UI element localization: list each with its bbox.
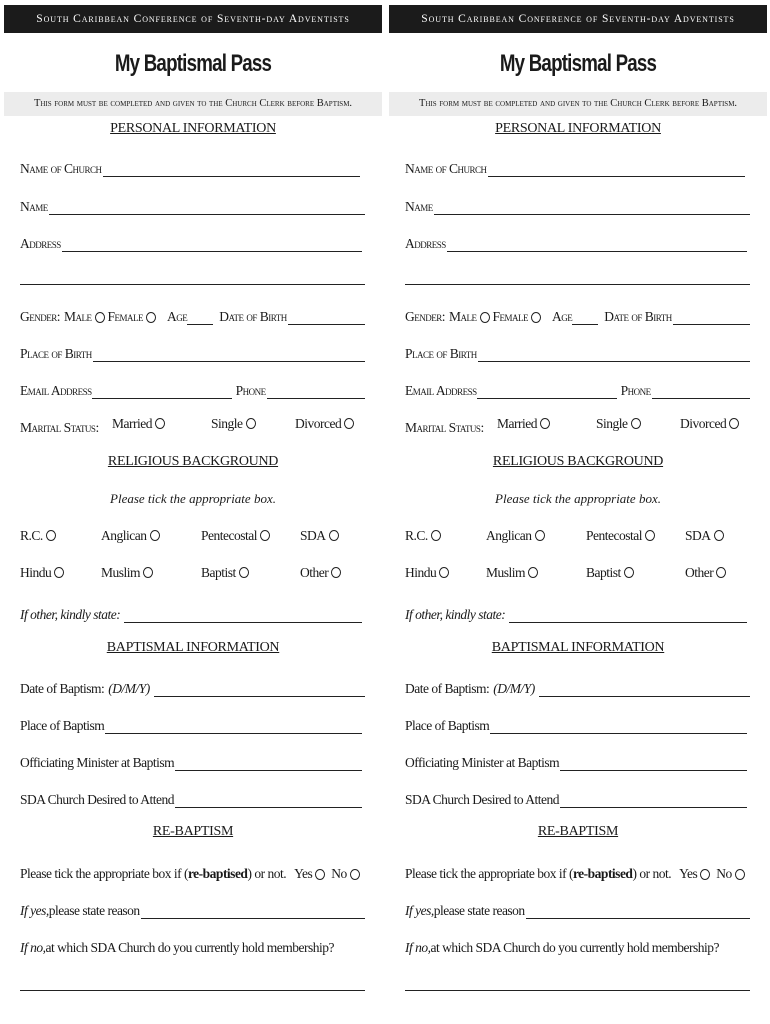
place-of-birth-field[interactable]: [478, 347, 750, 362]
religion-option-sda[interactable]: [685, 528, 727, 544]
religion-label: Other: [685, 565, 714, 580]
form-notice: This form must be completed and given to the Church Clerk before Baptism.: [389, 92, 767, 116]
section-religious-background: RELIGIOUS BACKGROUND: [492, 454, 664, 469]
other-religion-row: [405, 601, 750, 623]
religion-label: Muslim: [486, 565, 526, 580]
conference-header: South Caribbean Conference of Seventh-day Adventists: [4, 5, 382, 33]
membership-field[interactable]: [405, 990, 750, 991]
gender-age-dob-row: [20, 303, 365, 325]
rebaptism-prompt-row: [405, 860, 750, 882]
religion-option-anglican[interactable]: [486, 528, 548, 544]
religion-option-muslim[interactable]: [486, 565, 541, 581]
name-field[interactable]: [434, 200, 750, 215]
religion-option-pentecostal[interactable]: [586, 528, 658, 544]
female-radio[interactable]: [531, 312, 541, 323]
form-title: My Baptismal Pass: [499, 50, 657, 77]
rebaptism-no-radio[interactable]: [350, 869, 360, 880]
female-label: Female: [107, 309, 144, 324]
email-label: Email Address: [20, 383, 92, 398]
membership-row: [20, 934, 365, 956]
marital-status-label: Marital Status:: [405, 420, 484, 435]
married-radio[interactable]: [540, 418, 550, 429]
religion-option-pentecostal[interactable]: [201, 528, 273, 544]
baptism-date-field[interactable]: [154, 682, 365, 697]
religion-label: Hindu: [405, 565, 437, 580]
religion-radio[interactable]: [46, 530, 56, 541]
baptism-place-field[interactable]: [105, 719, 362, 734]
rebaptism-no-radio[interactable]: [735, 869, 745, 880]
religion-option-hindu[interactable]: [20, 565, 67, 581]
religion-radio[interactable]: [535, 530, 545, 541]
divorced-option[interactable]: [295, 416, 357, 432]
religion-label: Muslim: [101, 565, 141, 580]
age-field[interactable]: [572, 310, 598, 325]
phone-label: Phone: [620, 383, 651, 398]
address-field[interactable]: [62, 237, 362, 252]
rebaptism-no-label: No: [716, 866, 732, 881]
form-title: My Baptismal Pass: [114, 50, 272, 77]
if-no-rest: at which SDA Church do you currently hold membership?: [430, 940, 719, 955]
rebaptism-prompt-start: Please tick the appropriate box if (: [405, 866, 573, 881]
rebaptism-prompt-end: ) or not.: [632, 866, 672, 881]
other-religion-label: If other, kindly state:: [20, 607, 121, 622]
church-desired-row: [20, 786, 365, 808]
if-no-label: If no,: [20, 940, 46, 955]
baptism-date-row: [405, 675, 750, 697]
dob-label: Date of Birth: [604, 309, 672, 324]
section-personal-information: PERSONAL INFORMATION: [110, 121, 276, 136]
if-yes-rest: please state reason: [48, 903, 140, 918]
email-field[interactable]: [477, 384, 617, 399]
officiating-minister-field[interactable]: [175, 756, 362, 771]
religion-label: Anglican: [101, 528, 147, 543]
gender-label: Gender:: [20, 309, 60, 324]
place-of-birth-field[interactable]: [93, 347, 365, 362]
membership-field[interactable]: [20, 990, 365, 991]
single-label: Single: [596, 416, 628, 431]
male-radio[interactable]: [480, 312, 490, 323]
religion-option-rc[interactable]: [405, 528, 444, 544]
name-row: [20, 193, 365, 215]
divorced-option[interactable]: [680, 416, 742, 432]
religious-instruction: Please tick the appropriate box.: [495, 491, 661, 506]
address-row: [20, 230, 365, 252]
religion-radio[interactable]: [645, 530, 655, 541]
name-field[interactable]: [49, 200, 365, 215]
church-name-field[interactable]: [103, 162, 360, 177]
address-line-2[interactable]: [20, 284, 365, 285]
rebaptism-yes-radio[interactable]: [700, 869, 710, 880]
membership-row: [405, 934, 750, 956]
baptism-place-row: [405, 712, 750, 734]
name-label: Name: [20, 199, 48, 214]
baptism-date-label: Date of Baptism:: [405, 681, 490, 696]
religion-radio[interactable]: [150, 530, 160, 541]
religion-option-hindu[interactable]: [405, 565, 452, 581]
gender-age-dob-row: [405, 303, 750, 325]
dob-field[interactable]: [288, 310, 365, 325]
religion-label: Other: [300, 565, 329, 580]
address-row: [405, 230, 750, 252]
single-option[interactable]: [211, 416, 259, 432]
church-desired-label: SDA Church Desired to Attend: [405, 792, 559, 807]
religion-label: Hindu: [20, 565, 52, 580]
section-religious-background: RELIGIOUS BACKGROUND: [107, 454, 279, 469]
marital-status-label: Marital Status:: [20, 420, 99, 435]
rebaptism-prompt-bold: re-baptised: [187, 866, 248, 881]
place-of-birth-row: [405, 340, 750, 362]
baptismal-pass-form: [4, 0, 382, 1024]
female-radio[interactable]: [146, 312, 156, 323]
email-phone-row: [405, 377, 750, 399]
religion-radio[interactable]: [439, 567, 449, 578]
other-religion-row: [20, 601, 365, 623]
rebaptism-prompt-end: ) or not.: [247, 866, 287, 881]
officiating-minister-label: Officiating Minister at Baptism: [20, 755, 175, 770]
address-label: Address: [20, 236, 61, 251]
religion-radio[interactable]: [329, 530, 339, 541]
divorced-label: Divorced: [680, 416, 727, 431]
religion-radio[interactable]: [716, 567, 726, 578]
religion-radio[interactable]: [431, 530, 441, 541]
phone-field[interactable]: [652, 384, 750, 399]
divorced-radio[interactable]: [344, 418, 354, 429]
religious-instruction: Please tick the appropriate box.: [110, 491, 276, 506]
place-of-birth-label: Place of Birth: [405, 346, 477, 361]
married-label: Married: [112, 416, 152, 431]
section-baptismal-information: BAPTISMAL INFORMATION: [106, 640, 280, 655]
rebaptism-prompt-start: Please tick the appropriate box if (: [20, 866, 188, 881]
baptism-date-format: (D/M/Y): [108, 681, 150, 696]
female-label: Female: [492, 309, 529, 324]
email-field[interactable]: [92, 384, 232, 399]
if-yes-rest: please state reason: [433, 903, 525, 918]
baptism-place-row: [20, 712, 365, 734]
religion-radio[interactable]: [331, 567, 341, 578]
religion-option-baptist[interactable]: [201, 565, 252, 581]
other-religion-field[interactable]: [509, 608, 747, 623]
religion-label: Pentecostal: [201, 528, 257, 543]
religion-option-other[interactable]: [300, 565, 344, 581]
section-baptismal-information: BAPTISMAL INFORMATION: [491, 640, 665, 655]
church-desired-field[interactable]: [175, 793, 362, 808]
religion-label: R.C.: [405, 528, 428, 543]
name-row: [405, 193, 750, 215]
religion-radio[interactable]: [260, 530, 270, 541]
baptism-place-label: Place of Baptism: [20, 718, 105, 733]
rebaptism-prompt-bold: re-baptised: [572, 866, 633, 881]
rebaptism-prompt-row: [20, 860, 365, 882]
phone-label: Phone: [235, 383, 266, 398]
email-label: Email Address: [405, 383, 477, 398]
officiating-minister-row: [20, 749, 365, 771]
if-yes-label: If yes,: [20, 903, 49, 918]
age-label: Age: [552, 309, 573, 324]
dob-field[interactable]: [673, 310, 750, 325]
rebaptism-yes-radio[interactable]: [315, 869, 325, 880]
church-name-label: Name of Church: [20, 161, 102, 176]
section-re-baptism: RE-BAPTISM: [537, 824, 619, 839]
religion-label: SDA: [300, 528, 326, 543]
religion-label: Baptist: [586, 565, 621, 580]
religion-option-other[interactable]: [685, 565, 729, 581]
rebaptism-no-label: No: [331, 866, 347, 881]
officiating-minister-field[interactable]: [560, 756, 747, 771]
section-personal-information: PERSONAL INFORMATION: [495, 121, 661, 136]
male-label: Male: [64, 309, 92, 324]
religion-radio[interactable]: [239, 567, 249, 578]
address-field[interactable]: [447, 237, 747, 252]
baptism-date-label: Date of Baptism:: [20, 681, 105, 696]
religion-label: Baptist: [201, 565, 236, 580]
single-radio[interactable]: [631, 418, 641, 429]
married-option[interactable]: [497, 416, 553, 432]
baptism-place-label: Place of Baptism: [405, 718, 490, 733]
church-desired-row: [405, 786, 750, 808]
religion-radio[interactable]: [54, 567, 64, 578]
religion-radio[interactable]: [143, 567, 153, 578]
religion-option-baptist[interactable]: [586, 565, 637, 581]
church-name-field[interactable]: [488, 162, 745, 177]
place-of-birth-row: [20, 340, 365, 362]
rebaptism-reason-row: [405, 897, 750, 919]
address-label: Address: [405, 236, 446, 251]
gender-label: Gender:: [405, 309, 445, 324]
religion-radio[interactable]: [528, 567, 538, 578]
rebaptism-reason-field[interactable]: [141, 904, 365, 919]
baptism-date-row: [20, 675, 365, 697]
married-radio[interactable]: [155, 418, 165, 429]
name-label: Name: [405, 199, 433, 214]
other-religion-field[interactable]: [124, 608, 362, 623]
if-no-rest: at which SDA Church do you currently hold membership?: [45, 940, 334, 955]
religion-radio[interactable]: [714, 530, 724, 541]
phone-field[interactable]: [267, 384, 365, 399]
church-name-label: Name of Church: [405, 161, 487, 176]
officiating-minister-row: [405, 749, 750, 771]
religion-label: Pentecostal: [586, 528, 642, 543]
church-desired-label: SDA Church Desired to Attend: [20, 792, 174, 807]
religion-option-sda[interactable]: [300, 528, 342, 544]
baptismal-pass-form: [389, 0, 767, 1024]
email-phone-row: [20, 377, 365, 399]
religion-radio[interactable]: [624, 567, 634, 578]
other-religion-label: If other, kindly state:: [405, 607, 506, 622]
form-notice: This form must be completed and given to the Church Clerk before Baptism.: [4, 92, 382, 116]
officiating-minister-label: Officiating Minister at Baptism: [405, 755, 560, 770]
dob-label: Date of Birth: [219, 309, 287, 324]
religion-label: R.C.: [20, 528, 43, 543]
place-of-birth-label: Place of Birth: [20, 346, 92, 361]
single-label: Single: [211, 416, 243, 431]
rebaptism-reason-row: [20, 897, 365, 919]
religion-option-anglican[interactable]: [101, 528, 163, 544]
single-radio[interactable]: [246, 418, 256, 429]
religion-option-rc[interactable]: [20, 528, 59, 544]
baptism-date-field[interactable]: [539, 682, 750, 697]
rebaptism-yes-label: Yes: [294, 866, 313, 881]
rebaptism-yes-label: Yes: [679, 866, 698, 881]
male-label: Male: [449, 309, 477, 324]
rebaptism-reason-field[interactable]: [526, 904, 750, 919]
if-yes-label: If yes,: [405, 903, 434, 918]
age-label: Age: [167, 309, 188, 324]
church-name-row: [20, 155, 365, 177]
divorced-radio[interactable]: [729, 418, 739, 429]
religion-option-muslim[interactable]: [101, 565, 156, 581]
if-no-label: If no,: [405, 940, 431, 955]
religion-label: Anglican: [486, 528, 532, 543]
address-line-2[interactable]: [405, 284, 750, 285]
single-option[interactable]: [596, 416, 644, 432]
divorced-label: Divorced: [295, 416, 342, 431]
church-name-row: [405, 155, 750, 177]
church-desired-field[interactable]: [560, 793, 747, 808]
conference-header: South Caribbean Conference of Seventh-day Adventists: [389, 5, 767, 33]
age-field[interactable]: [187, 310, 213, 325]
religion-label: SDA: [685, 528, 711, 543]
section-re-baptism: RE-BAPTISM: [152, 824, 234, 839]
baptism-date-format: (D/M/Y): [493, 681, 535, 696]
married-label: Married: [497, 416, 537, 431]
male-radio[interactable]: [95, 312, 105, 323]
baptism-place-field[interactable]: [490, 719, 747, 734]
married-option[interactable]: [112, 416, 168, 432]
